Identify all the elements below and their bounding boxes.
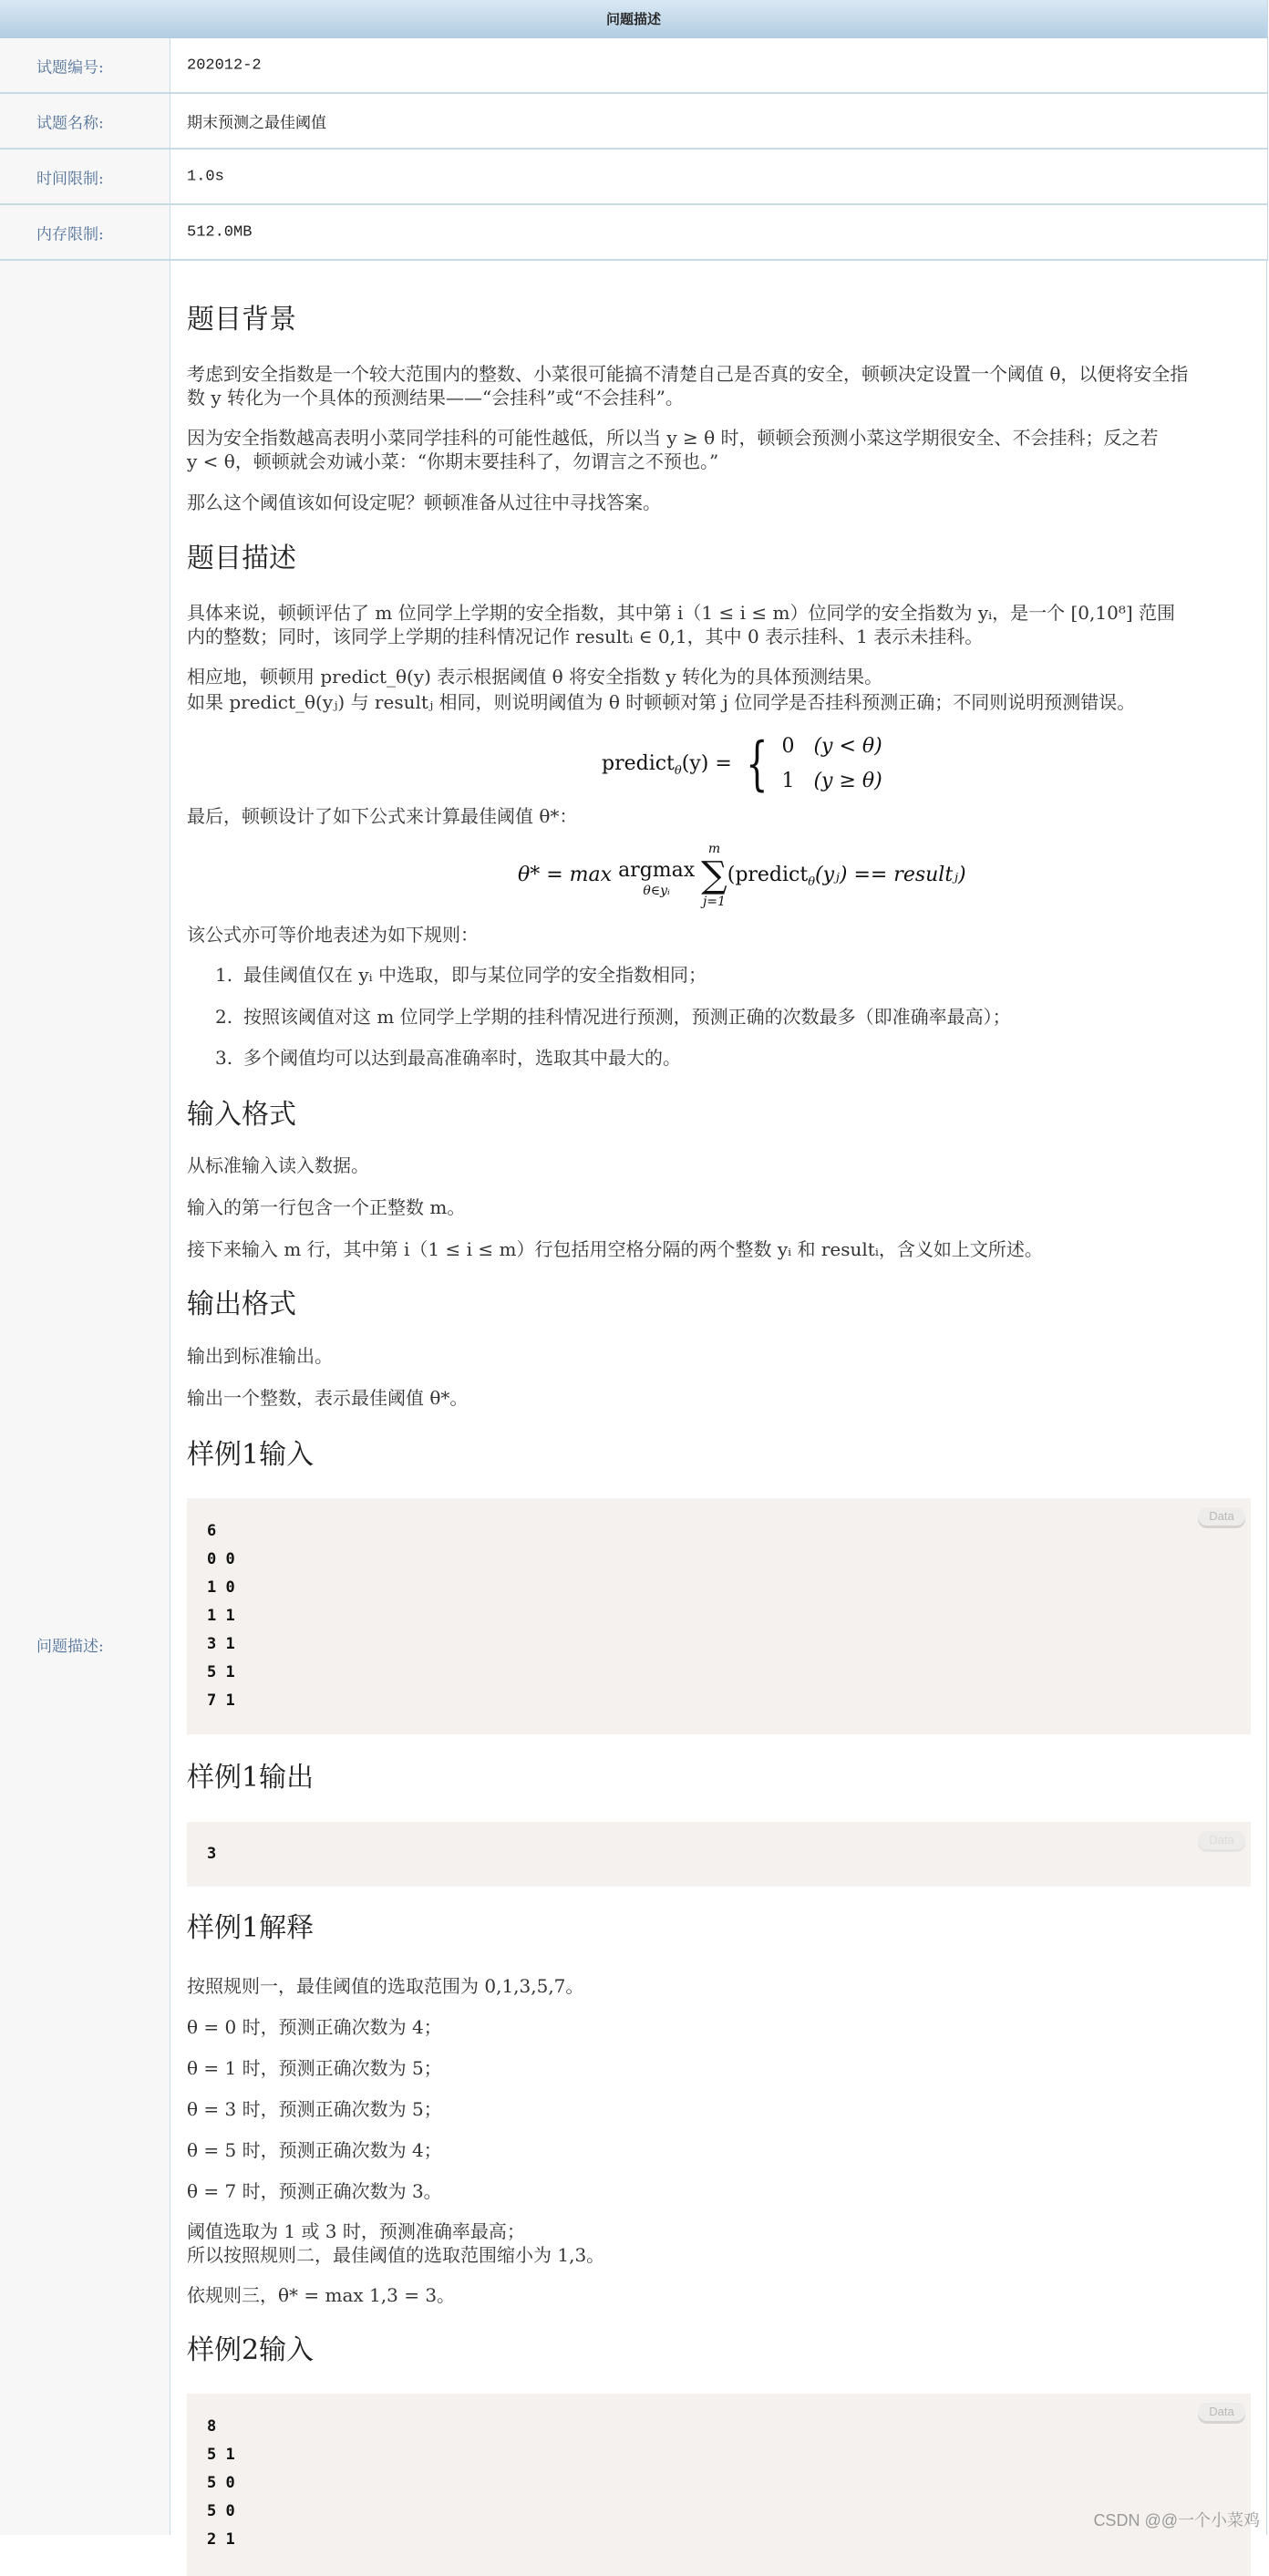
line: 考虑到安全指数是一个较大范围内的整数、小菜很可能搞不清楚自己是否真的安全，顿顿决定设置一个阈值 θ，以便将安全指 bbox=[187, 363, 1189, 385]
case-condition: (y < θ) bbox=[813, 735, 882, 758]
paragraph: 那么这个阈值该如何设定呢？顿顿准备从过往中寻找答案。 bbox=[187, 491, 661, 513]
formula-sub: j=1 bbox=[702, 895, 726, 909]
sample1-output-box bbox=[187, 1822, 1251, 1887]
paragraph: θ = 5 时，预测正确次数为 4； bbox=[187, 2139, 442, 2161]
paragraph bbox=[187, 426, 1159, 473]
sample1-input-box bbox=[187, 1498, 1251, 1734]
paragraph: θ = 3 时，预测正确次数为 5； bbox=[187, 2098, 442, 2120]
value: 1.0s bbox=[187, 168, 224, 185]
code-line: 6 bbox=[207, 1522, 217, 1540]
sum-op bbox=[701, 841, 727, 910]
formula-text: (predict bbox=[727, 864, 809, 886]
paragraph: θ = 1 时，预测正确次数为 5； bbox=[187, 2057, 442, 2079]
label: 时间限制: bbox=[36, 170, 104, 188]
code-line: 5 1 bbox=[207, 1663, 235, 1681]
paragraph: θ = 7 时，预测正确次数为 3。 bbox=[187, 2180, 442, 2202]
rule-text: 最佳阈值仅在 yᵢ 中选取，即与某位同学的安全指数相同； bbox=[243, 964, 707, 986]
data-button[interactable]: Data bbox=[1198, 2403, 1245, 2421]
paragraph: 接下来输入 m 行，其中第 i（1 ≤ i ≤ m）行包括用空格分隔的两个整数 yᵢ 和 resultᵢ，含义如上文所述。 bbox=[187, 1238, 1043, 1260]
brace-icon: { bbox=[745, 730, 769, 798]
heading-input-format: 输入格式 bbox=[187, 1099, 296, 1131]
info-row-problem-id bbox=[0, 38, 1268, 94]
info-row-memory-limit bbox=[0, 205, 1268, 261]
rule-number: 2. bbox=[215, 1006, 233, 1028]
paragraph: 按照规则一，最佳阈值的选取范围为 0,1,3,5,7。 bbox=[187, 1975, 584, 1997]
info-row-time-limit bbox=[0, 150, 1268, 205]
line: 阈值选取为 1 或 3 时，预测准确率最高； bbox=[187, 2220, 525, 2242]
code-line: 3 1 bbox=[207, 1635, 235, 1653]
formula-text: (y) = bbox=[681, 752, 732, 775]
rule-text: 按照该阈值对这 m 位同学上学期的挂科情况进行预测，预测正确的次数最多（即准确率最高）； bbox=[243, 1006, 1011, 1028]
label: 试题编号: bbox=[36, 58, 104, 77]
code-line: 7 1 bbox=[207, 1691, 235, 1710]
rule-text: 多个阈值均可以达到最高准确率时，选取其中最大的。 bbox=[243, 1047, 681, 1069]
sample2-input-box bbox=[187, 2394, 1251, 2576]
value: 期末预测之最佳阈值 bbox=[187, 115, 326, 133]
code-line: 0 0 bbox=[207, 1550, 235, 1568]
formula-theta-star bbox=[518, 841, 966, 910]
line: 相应地，顿顿用 predict_θ(y) 表示根据阈值 θ 将安全指数 y 转化为的具体预测结果。 bbox=[187, 666, 883, 688]
code-line: 3 bbox=[207, 1845, 217, 1863]
case-condition: (y ≥ θ) bbox=[813, 770, 882, 792]
heading-sample2-input: 样例2输入 bbox=[187, 2334, 315, 2366]
paragraph: 输入的第一行包含一个正整数 m。 bbox=[187, 1196, 466, 1218]
formula-predict bbox=[602, 729, 882, 799]
paragraph bbox=[187, 362, 1188, 409]
code-line: 5 0 bbox=[207, 2502, 235, 2520]
description-label: 问题描述: bbox=[36, 1638, 104, 1656]
line: 具体来说，顿顿评估了 m 位同学上学期的安全指数，其中第 i（1 ≤ i ≤ m）位同学的安全指数为 yᵢ，是一个 [0,10⁸] 范围 bbox=[187, 602, 1176, 624]
heading-description: 题目描述 bbox=[187, 543, 296, 574]
sigma-symbol: ∑ bbox=[701, 854, 727, 896]
line: 数 y 转化为一个具体的预测结果——“会挂科”或“不会挂科”。 bbox=[187, 387, 684, 409]
paragraph: θ = 0 时，预测正确次数为 4； bbox=[187, 2016, 442, 2038]
heading-sample1-input: 样例1输入 bbox=[187, 1439, 315, 1471]
heading-output-format: 输出格式 bbox=[187, 1288, 296, 1320]
info-row-problem-name bbox=[0, 94, 1268, 150]
rule-number: 1. bbox=[215, 964, 233, 986]
formula-text: argmax bbox=[618, 859, 696, 882]
line: 因为安全指数越高表明小菜同学挂科的可能性越低，所以当 y ≥ θ 时，顿顿会预测小菜这学期很安全、不会挂科；反之若 bbox=[187, 427, 1159, 449]
paragraph: 输出一个整数，表示最佳阈值 θ*。 bbox=[187, 1387, 469, 1409]
code-line: 1 1 bbox=[207, 1607, 235, 1625]
label: 试题名称: bbox=[36, 114, 104, 132]
value: 512.0MB bbox=[187, 223, 253, 241]
formula-sub: θ bbox=[808, 875, 816, 889]
paragraph bbox=[187, 601, 1175, 648]
code-line: 8 bbox=[207, 2417, 217, 2436]
line: 内的整数；同时，该同学上学期的挂科情况记作 resultᵢ ∈ 0,1，其中 0 表示挂科、1 表示未挂科。 bbox=[187, 626, 984, 647]
panel-header bbox=[0, 0, 1268, 38]
formula-text: predict bbox=[602, 752, 675, 775]
paragraph: 依规则三，θ* = max 1,3 = 3。 bbox=[187, 2284, 456, 2306]
code-line: 5 0 bbox=[207, 2474, 235, 2492]
panel-title: 问题描述 bbox=[605, 11, 661, 27]
formula-text: (yⱼ) == resultⱼ) bbox=[815, 864, 966, 886]
formula-sub: θ∈yᵢ bbox=[643, 884, 670, 898]
formula-text: θ* = max bbox=[518, 864, 613, 886]
code-line: 5 1 bbox=[207, 2446, 235, 2464]
value: 202012-2 bbox=[187, 57, 262, 74]
case-value: 0 bbox=[781, 735, 795, 758]
description-label-cell bbox=[0, 261, 170, 2535]
heading-sample1-explain: 样例1解释 bbox=[187, 1912, 315, 1944]
paragraph: 从标准输入读入数据。 bbox=[187, 1154, 369, 1176]
data-button[interactable]: Data bbox=[1198, 1507, 1245, 1526]
formula-sup: m bbox=[707, 842, 721, 856]
rule-number: 3. bbox=[215, 1047, 233, 1069]
paragraph bbox=[187, 664, 1135, 715]
paragraph: 该公式亦可等价地表述为如下规则： bbox=[187, 924, 479, 946]
case-value: 1 bbox=[781, 770, 795, 792]
line: 如果 predict_θ(yⱼ) 与 resultⱼ 相同，则说明阈值为 θ 时顿顿对第 j 位同学是否挂科预测正确；不同则说明预测错误。 bbox=[187, 691, 1136, 713]
label: 内存限制: bbox=[36, 225, 104, 243]
data-button[interactable]: Data bbox=[1198, 1831, 1245, 1849]
watermark: CSDN @@一个小菜鸡 bbox=[1093, 2511, 1260, 2529]
cases bbox=[781, 729, 882, 799]
right-border bbox=[1266, 261, 1267, 2535]
heading-sample1-output: 样例1输出 bbox=[187, 1762, 315, 1794]
code-block bbox=[207, 2413, 235, 2554]
paragraph bbox=[187, 2219, 604, 2267]
paragraph: 最后，顿顿设计了如下公式来计算最佳阈值 θ*： bbox=[187, 805, 578, 827]
code-block bbox=[207, 1517, 235, 1715]
code-line: 1 0 bbox=[207, 1578, 235, 1597]
argmax-op bbox=[618, 852, 695, 899]
line: y < θ，顿顿就会劝诫小菜：“你期末要挂科了，勿谓言之不预也。” bbox=[187, 450, 719, 472]
line: 所以按照规则二，最佳阈值的选取范围缩小为 1,3。 bbox=[187, 2244, 605, 2266]
code-line: 2 1 bbox=[207, 2530, 235, 2549]
formula-sub: θ bbox=[674, 764, 682, 778]
heading-background: 题目背景 bbox=[187, 304, 296, 336]
code-block bbox=[207, 1840, 216, 1868]
paragraph: 输出到标准输出。 bbox=[187, 1345, 333, 1367]
